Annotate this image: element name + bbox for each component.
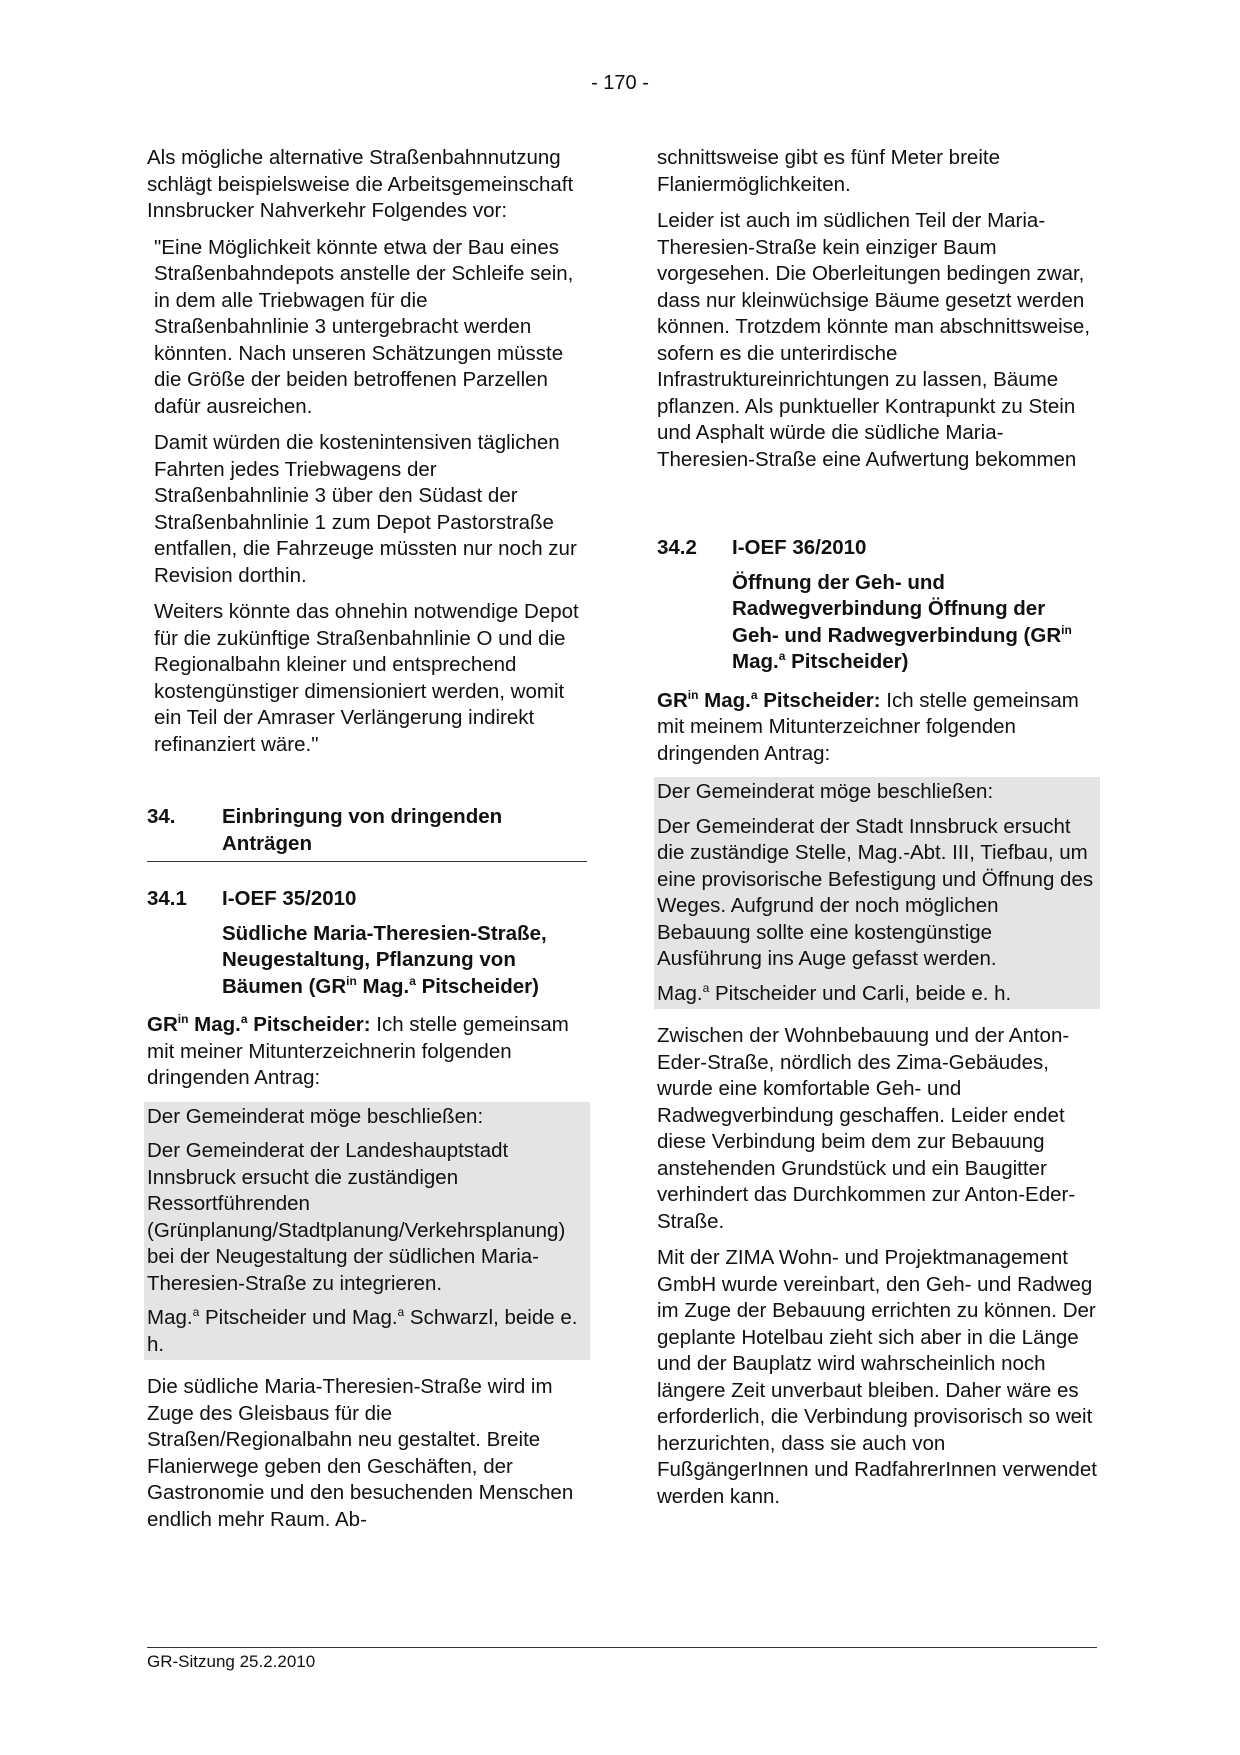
paragraph: Als mögliche alternative Straßenbahnnutzung schlägt beispielsweise die Arbeitsgemeinschaft Innsbrucker Nahverkehr Folgendes vor: bbox=[147, 146, 574, 222]
section-34-2-title: Öffnung der Geh- und Radwegverbindung Öffnung der Geh- und Radwegverbindung ($GR^{in}$ Mag.$^a$ Pitscheider) bbox=[732, 570, 1072, 673]
section-34-2-heading bbox=[657, 535, 1097, 562]
speaker-paragraph: $GR^{in}$ Mag.$^a$ Pitscheider: Ich stelle gemeinsam mit meiner Mitunterzeichnerin folgenden dringenden Antrag: bbox=[147, 1012, 569, 1089]
motion-text: Der Gemeinderat der Landeshauptstadt Innsbruck ersucht die zuständigen Ressortführenden (Grünplanung/Stadtplanung/Verkehrsplanung) bei der Neugestaltung der südlichen Maria-Theresien-Straße zu integrieren. bbox=[147, 1139, 566, 1295]
section-number: 34.2 bbox=[657, 536, 697, 559]
motion-box bbox=[657, 777, 1097, 1009]
page-number: - 170 - bbox=[591, 72, 649, 94]
quote-paragraph: Damit würden die kostenintensiven täglichen Fahrten jedes Triebwagens der Straßenbahnlinie 3 über den Südast der Straßenbahnlinie 1 zum Depot Pastorstraße entfallen, die Fahrzeuge müssten nur noch zur Revision dorthin. bbox=[154, 431, 577, 587]
section-code: I-OEF 35/2010 bbox=[222, 887, 357, 910]
footer-divider bbox=[147, 1647, 1097, 1648]
quote-paragraph: "Eine Möglichkeit könnte etwa der Bau eines Straßenbahndepots anstelle der Schleife sein, in dem alle Triebwagen für die Straßenbahnlinie 3 untergebracht werden könnten. Nach unseren Schätzungen müsste die Größe der beiden betroffenen Parzellen dafür ausreichen. bbox=[154, 235, 574, 418]
section-34-1-title: Südliche Maria-Theresien-Straße, Neugestaltung, Pflanzung von Bäumen ($GR^{in}$ Mag.$^a$ Pitscheider) bbox=[222, 921, 547, 998]
paragraph: Die südliche Maria-Theresien-Straße wird im Zuge des Gleisbaus für die Straßen/Regionalbahn neu gestaltet. Breite Flanierwege geben den Geschäften, der Gastronomie und den besuchenden Menschen endlich mehr Raum. Ab- bbox=[147, 1375, 574, 1531]
quote-paragraph: Weiters könnte das ohnehin notwendige Depot für die zukünftige Straßenbahnlinie O und die Regionalbahn kleiner und entsprechend kostengünstiger dimensioniert werden, womit ein Teil der Amraser Verlängerung indirekt refinanziert wäre." bbox=[154, 600, 579, 756]
section-34-1-heading bbox=[147, 886, 587, 913]
motion-intro: Der Gemeinderat möge beschließen: bbox=[147, 1104, 484, 1128]
motion-text: Der Gemeinderat der Stadt Innsbruck ersucht die zuständige Stelle, Mag.-Abt. III, Tiefbau, um eine provisorische Befestigung und Öffnung des Weges. Aufgrund der noch möglichen Bebauung sollte eine kostengünstige Ausführung ins Auge gefasst werden. bbox=[657, 814, 1094, 970]
paragraph: schnittsweise gibt es fünf Meter breite Flaniermöglichkeiten. bbox=[657, 146, 1000, 196]
paragraph: Leider ist auch im südlichen Teil der Maria-Theresien-Straße kein einziger Baum vorgesehen. Die Oberleitungen bedingen zwar, dass nur kleinwüchsige Bäume gesetzt werden können. Trotzdem könnte man abschnittsweise, sofern es die unterirdische Infrastruktureinrichtungen zu lassen, Bäume pflanzen. Als punktueller Kontrapunkt zu Stein und Asphalt würde die südliche Maria-Theresien-Straße eine Aufwertung bekommen bbox=[657, 209, 1091, 471]
section-code: I-OEF 36/2010 bbox=[732, 536, 867, 559]
section-34-heading bbox=[147, 804, 587, 862]
speaker-paragraph: $GR^{in}$ Mag.$^a$ Pitscheider: Ich stelle gemeinsam mit meinem Mitunterzeichner folgenden dringenden Antrag: bbox=[657, 687, 1079, 765]
left-column bbox=[147, 145, 587, 1543]
section-number: 34.1 bbox=[147, 887, 187, 910]
motion-signature: Mag.$^a$ Pitscheider und Mag.$^a$ Schwarzl, beide e. h. bbox=[147, 1305, 578, 1356]
section-number: 34. bbox=[147, 805, 176, 828]
motion-intro: Der Gemeinderat möge beschließen: bbox=[657, 780, 994, 803]
footer-text: GR-Sitzung 25.2.2010 bbox=[147, 1652, 316, 1671]
motion-signature: Mag.$^a$ Pitscheider und Carli, beide e. h. bbox=[657, 980, 1012, 1005]
section-title: Einbringung von dringenden Anträgen bbox=[222, 805, 503, 855]
paragraph: Zwischen der Wohnbebauung und der Anton-Eder-Straße, nördlich des Zima-Gebäudes, wurde eine komfortable Geh- und Radwegverbindung geschaffen. Leider endet diese Verbindung beim dem zur Bebauung anstehenden Grundstück und ein Baugitter verhindert das Durchkommen zur Anton-Eder-Straße. bbox=[657, 1024, 1076, 1233]
right-column bbox=[657, 145, 1097, 1520]
motion-box bbox=[147, 1102, 587, 1361]
paragraph: Mit der ZIMA Wohn- und Projektmanagement GmbH wurde vereinbart, den Geh- und Radweg im Zuge der Bebauung errichten zu können. Der geplante Hotelbau zieht sich aber in die Länge und der Bauplatz wird wahrscheinlich noch längere Zeit unverbaut bleiben. Daher wäre es erforderlich, die Verbindung provisorisch so weit herzurichten, dass sie auch von FußgängerInnen und RadfahrerInnen verwendet werden kann. bbox=[657, 1246, 1097, 1508]
